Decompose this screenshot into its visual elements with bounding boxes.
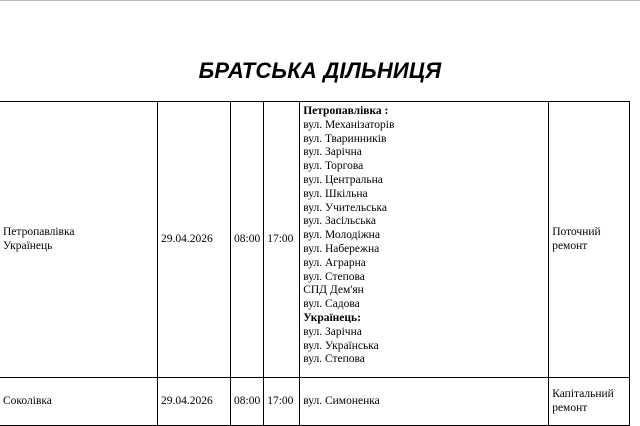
streets-cell — [300, 378, 549, 426]
street-item: вул. Механізаторів — [303, 118, 395, 131]
settlement-name: Петропавлівка — [3, 225, 75, 238]
outage-schedule-table — [0, 101, 630, 426]
settlement-name: Українець — [3, 239, 53, 252]
work-type-text: ремонт — [552, 239, 588, 252]
date-cell: 29.04.2026 — [158, 102, 231, 378]
street-item: вул. Учительська — [303, 201, 388, 214]
street-item: вул. Симоненка — [303, 394, 380, 407]
street-item: вул. Степова — [303, 270, 365, 283]
work-type-cell — [549, 378, 630, 426]
street-item: вул. Шкільна — [303, 187, 368, 200]
street-item: вул. Засільська — [303, 215, 376, 228]
table-row — [0, 378, 630, 426]
street-item: вул. Степова — [303, 353, 365, 366]
street-item: вул. Зарічна — [303, 325, 362, 338]
street-item: вул. Торгова — [303, 160, 364, 173]
top-divider — [0, 0, 640, 1]
start-time-cell: 08:00 — [231, 102, 264, 378]
street-group-title: Українець: — [303, 311, 361, 324]
work-type-text: Капітальний — [552, 387, 614, 400]
street-item: вул. Молодіжна — [303, 229, 380, 242]
settlement-cell — [0, 378, 158, 426]
settlement-name: Соколівка — [3, 394, 52, 407]
end-time-cell: 17:00 — [264, 102, 300, 378]
street-item: вул. Садова — [303, 298, 360, 311]
street-item: вул. Аграрна — [303, 256, 366, 269]
street-item: вул. Українська — [303, 339, 379, 352]
page-title: БРАТСЬКА ДІЛЬНИЦЯ — [198, 58, 442, 83]
work-type-cell — [549, 102, 630, 378]
end-time-cell: 17:00 — [264, 378, 300, 426]
street-item: вул. Тваринників — [303, 132, 387, 145]
street-item: вул. Зарічна — [303, 146, 362, 159]
start-time-cell: 08:00 — [231, 378, 264, 426]
streets-cell — [300, 102, 549, 378]
settlement-cell — [0, 102, 158, 378]
street-item: вул. Центральна — [303, 173, 383, 186]
table-row — [0, 102, 630, 378]
street-group-title: Петропавлівка : — [303, 105, 389, 117]
date-cell: 29.04.2026 — [158, 378, 231, 426]
street-item: вул. Набережна — [303, 242, 380, 255]
work-type-text: ремонт — [552, 401, 588, 414]
street-item: СПД Дем'ян — [303, 284, 364, 297]
work-type-text: Поточний — [552, 225, 601, 238]
